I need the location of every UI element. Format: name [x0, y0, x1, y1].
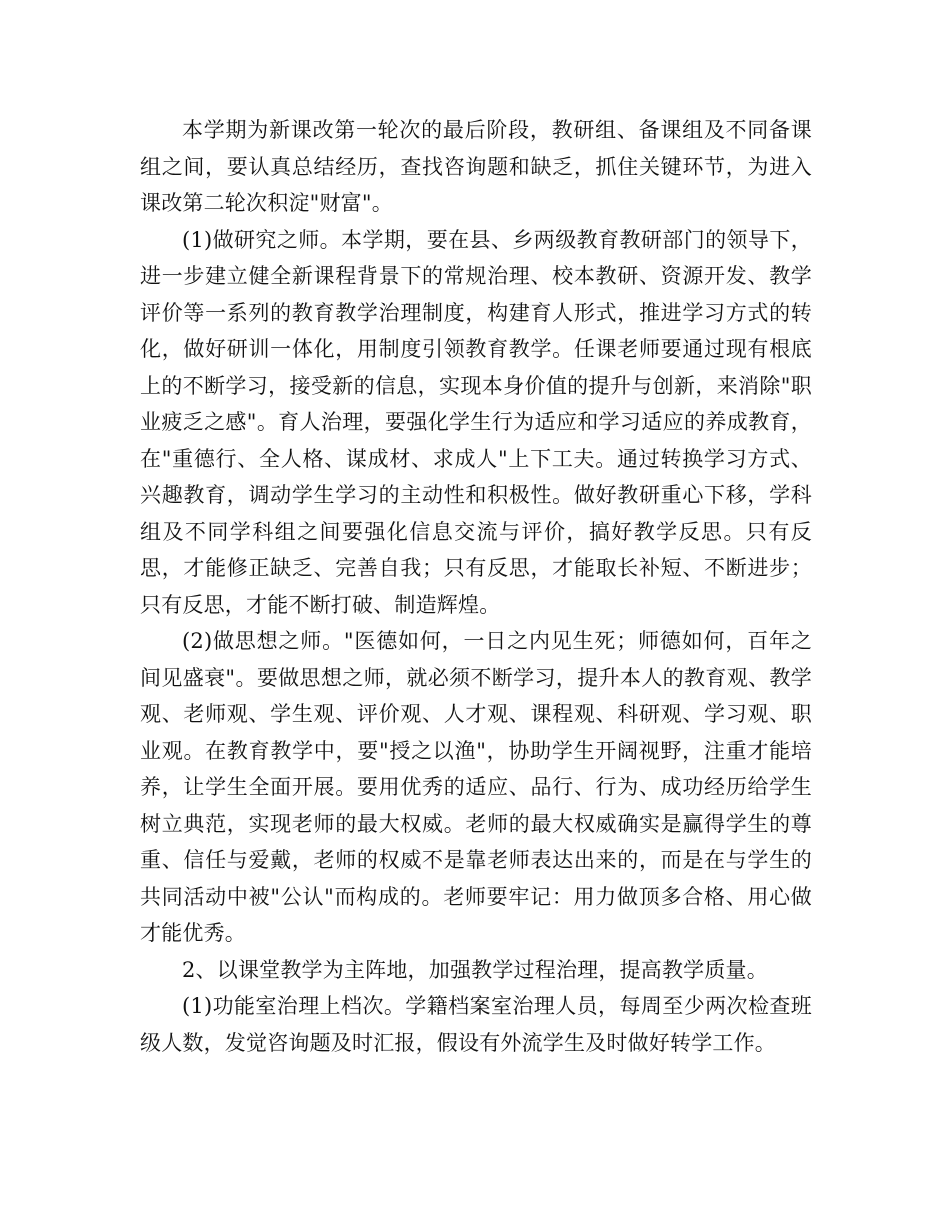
document-body — [140, 112, 812, 1061]
paragraph-thought-teacher: (2)做思想之师。"医德如何，一日之内见生死；师德如何，百年之间见盛衰"。要做思想之师，就必须不断学习，提升本人的教育观、教学观、老师观、学生观、评价观、人才观、课程观、科研观、学习观、职业观。在教育教学中，要"授之以渔"，协助学生开阔视野，注重才能培养，让学生全面开展。要用优秀的适应、品行、行为、成功经历给学生树立典范，实现老师的最大权威。老师的最大权威确实是赢得学生的尊重、信任与爱戴，老师的权威不是靠老师表达出来的，而是在与学生的共同活动中被"公认"而构成的。老师要牢记：用力做顶多合格、用心做才能优秀。 — [140, 629, 812, 945]
paragraph-intro: 本学期为新课改第一轮次的最后阶段，教研组、备课组及不同备课组之间，要认真总结经历，查找咨询题和缺乏，抓住关键环节，为进入课改第二轮次积淀"财富"。 — [140, 118, 812, 215]
paragraph-function-room: (1)功能室治理上档次。学籍档案室治理人员，每周至少两次检查班级人数，发觉咨询题及时汇报，假设有外流学生及时做好转学工作。 — [140, 994, 812, 1055]
paragraph-research-teacher: (1)做研究之师。本学期，要在县、乡两级教育教研部门的领导下，进一步建立健全新课程背景下的常规治理、校本教研、资源开发、教学评价等一系列的教育教学治理制度，构建育人形式，推进学习方式的转化，做好研训一体化，用制度引领教育教学。任课老师要通过现有根底上的不断学习，接受新的信息，实现本身价值的提升与创新，来消除"职业疲乏之感"。育人治理，要强化学生行为适应和学习适应的养成教育，在"重德行、全人格、谋成材、求成人"上下工夫。通过转换学习方式、兴趣教育，调动学生学习的主动性和积极性。做好教研重心下移，学科组及不同学科组之间要强化信息交流与评价，搞好教学反思。只有反思，才能修正缺乏、完善自我；只有反思，才能取长补短、不断进步；只有反思，才能不断打破、制造辉煌。 — [140, 227, 812, 617]
paragraph-classroom-heading: 2、以课堂教学为主阵地，加强教学过程治理，提高教学质量。 — [182, 957, 768, 982]
